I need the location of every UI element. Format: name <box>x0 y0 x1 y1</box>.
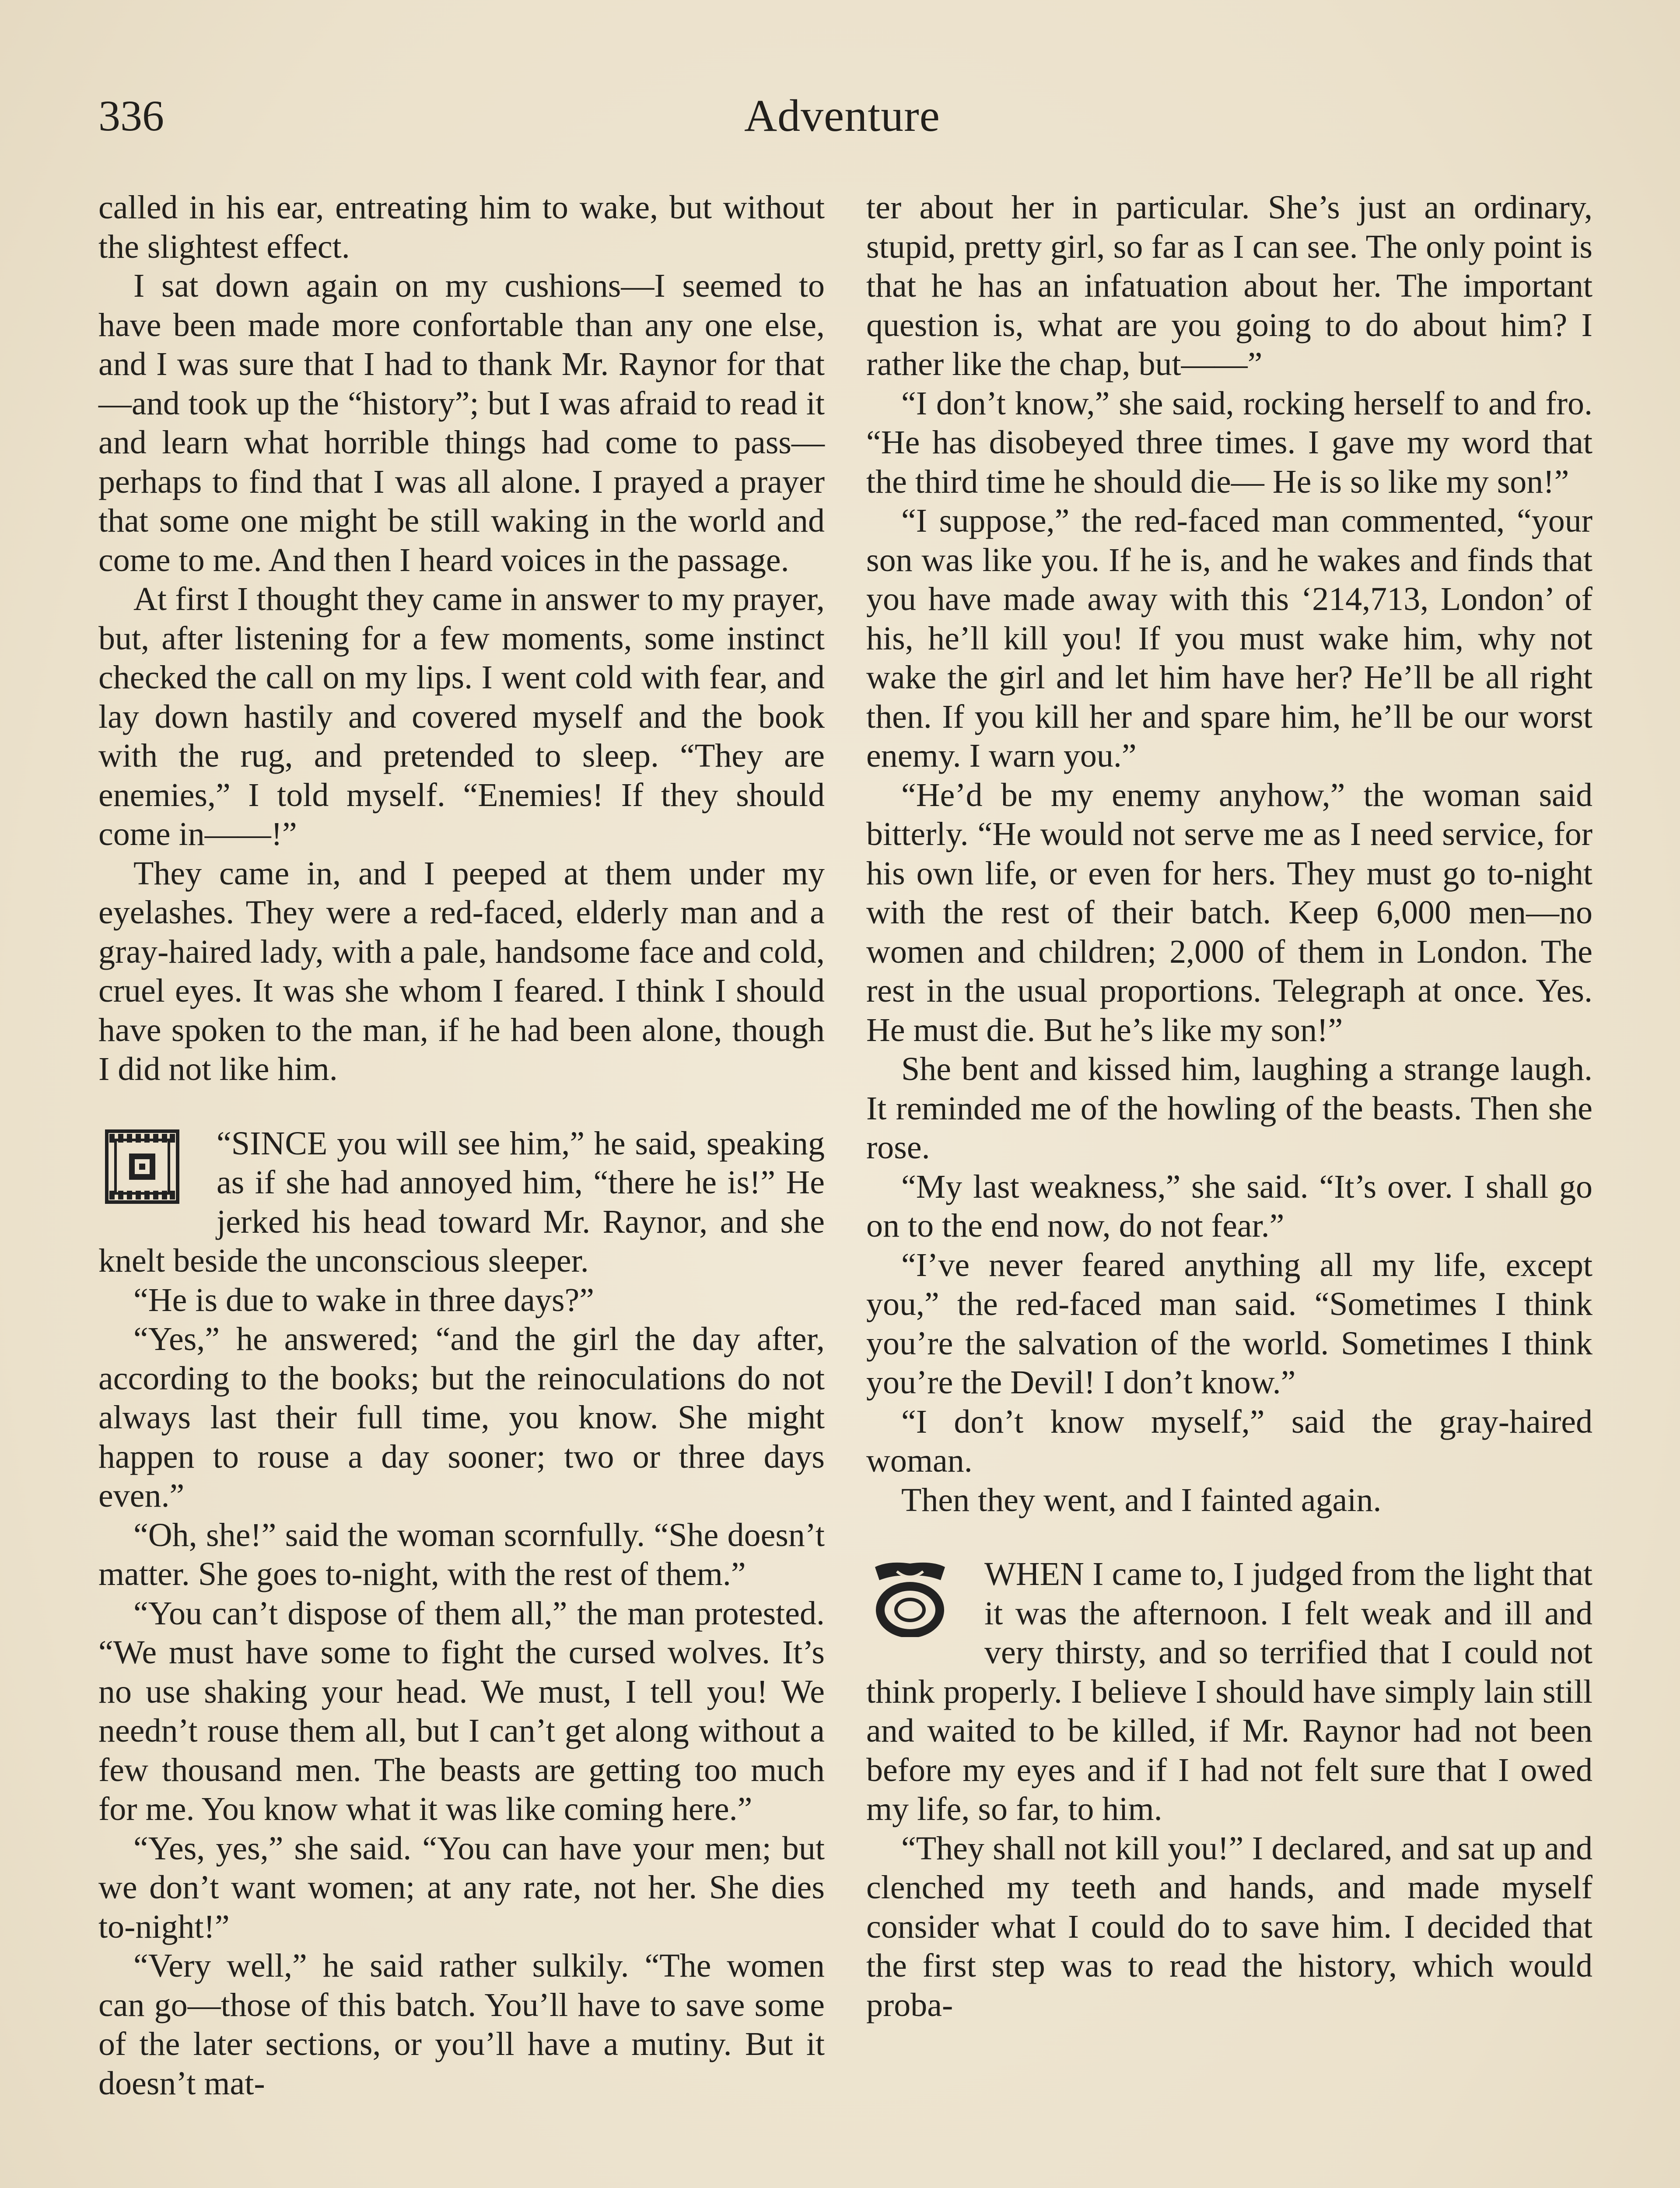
paragraph: I sat down again on my cushions—I seemed to have been made more confortable than any one else, and I was sure that I had to thank Mr. Raynor for that—and took up the “history”; but I was afraid to read it and learn what horrible things had come to pass—perhaps to find that I was all alone. I prayed a prayer that some one might be still waking in the world and come to me. And then I heard voices in the passage. <box>98 267 825 579</box>
section-break <box>98 1089 825 1124</box>
page-number: 336 <box>98 91 164 140</box>
paragraph: “I suppose,” the red-faced man commented, “your son was like you. If he is, and he wakes and finds that you have made away with this ‘214,713, London’ of his, he’ll kill you! If you must wake him, why not wake the girl and let him have her? He’ll be all right then. If you kill her and spare him, he’ll be our worst enemy. I warn you.” <box>866 502 1592 774</box>
paragraph: “My last weakness,” she said. “It’s over. I shall go on to the end now, do not fear.” <box>866 1168 1592 1244</box>
paragraph: “Yes,” he answered; “and the girl the day after, according to the books; but the reinoculations do not always last their full time, you know. She might happen to rouse a day sooner; two or three days even.” <box>98 1321 825 1514</box>
paragraph: “He’d be my enemy anyhow,” the woman said bitterly. “He would not serve me as I need service, for his own life, or even for hers. They must go to-night with the rest of their batch. Keep 6,000 men—no women and children; 2,000 of them in London. The rest in the usual proportions. Telegraph at once. Yes. He must die. But he’s like my son!” <box>866 776 1592 1048</box>
section-break <box>866 1520 1592 1555</box>
left-column <box>98 188 825 2103</box>
paragraph: “You can’t dispose of them all,” the man protested. “We must have some to fight the cursed wolves. It’s no use shaking your head. We must, I tell you! We needn’t rouse them all, but I can’t get along without a few thousand men. The beasts are getting too much for me. You know what it was like coming here.” <box>98 1595 825 1827</box>
paragraph: “He is due to wake in three days?” <box>133 1281 595 1318</box>
page-header <box>98 83 1586 153</box>
paragraph: They came in, and I peeped at them under my eyelashes. They were a red-faced, elderly man and a gray-haired lady, with a pale, handsome face and cold, cruel eyes. It was she whom I feared. I think I should have spoken to the man, if he had been alone, though I did not like him. <box>98 855 825 1087</box>
paragraph: ter about her in particular. She’s just an ordinary, stupid, pretty girl, so far as I can see. The only point is that he has an infatuation about her. The important question is, what are you going to do about him? I rather like the chap, but——” <box>866 189 1592 382</box>
paragraph: She bent and kissed him, laughing a strange laugh. It reminded me of the howling of the beasts. Then she rose. <box>866 1051 1592 1166</box>
paragraph: At first I thought they came in answer to my prayer, but, after listening for a few moments, some instinct checked the call on my lips. I went cold with fear, and lay down hastily and covered myself and the book with the rug, and pretended to sleep. “They are enemies,” I told myself. “Enemies! If they should come in——!” <box>98 581 825 852</box>
paragraph: WHEN I came to, I judged from the light that it was the afternoon. I felt weak and ill and very thirsty, and so terrified that I could not think properly. I believe I should have simply lain still and waited to be killed, if Mr. Raynor had not been before my eyes and if I had not felt sure that I owed my life, so far, to him. <box>866 1556 1592 1827</box>
ornamental-s-initial-icon <box>98 1124 186 1210</box>
paragraph: “Oh, she!” said the woman scornfully. “She doesn’t matter. She goes to-night, with the rest of them.” <box>98 1516 825 1592</box>
paragraph: “SINCE you will see him,” he said, speaking as if she had annoyed him, “there he is!” He jerked his head toward Mr. Raynor, and she knelt beside the unconscious sleeper. <box>98 1125 825 1279</box>
section-opening <box>98 1124 825 1281</box>
ornamental-w-initial-icon <box>866 1555 954 1640</box>
paragraph: Then they went, and I fainted again. <box>901 1481 1382 1518</box>
paragraph: “Yes, yes,” she said. “You can have your men; but we don’t want women; at any rate, not her. She dies to-night!” <box>98 1830 825 1945</box>
running-title: Adventure <box>744 91 940 141</box>
section-opening <box>866 1555 1592 1829</box>
paragraph: “Very well,” he said rather sulkily. “The women can go—those of this batch. You’ll have to save some of the later sections, or you’ll have a mutiny. But it doesn’t mat- <box>98 1947 825 2102</box>
paragraph: “I don’t know,” she said, rocking herself to and fro. “He has disobeyed three times. I gave my word that the third time he should die— He is so like my son!” <box>866 385 1592 500</box>
paragraph: “They shall not kill you!” I declared, and sat up and clenched my teeth and hands, and made myself consider what I could do to save him. I decided that the first step was to read the history, which would proba- <box>866 1830 1592 2023</box>
paragraph: called in his ear, entreating him to wake, but without the slightest effect. <box>98 189 825 265</box>
right-column <box>866 188 1592 2025</box>
paragraph: “I don’t know myself,” said the gray-haired woman. <box>866 1403 1592 1479</box>
paragraph: “I’ve never feared anything all my life, except you,” the red-faced man said. “Sometimes I think you’re the salvation of the world. Sometimes I think you’re the Devil! I don’t know.” <box>866 1246 1592 1401</box>
